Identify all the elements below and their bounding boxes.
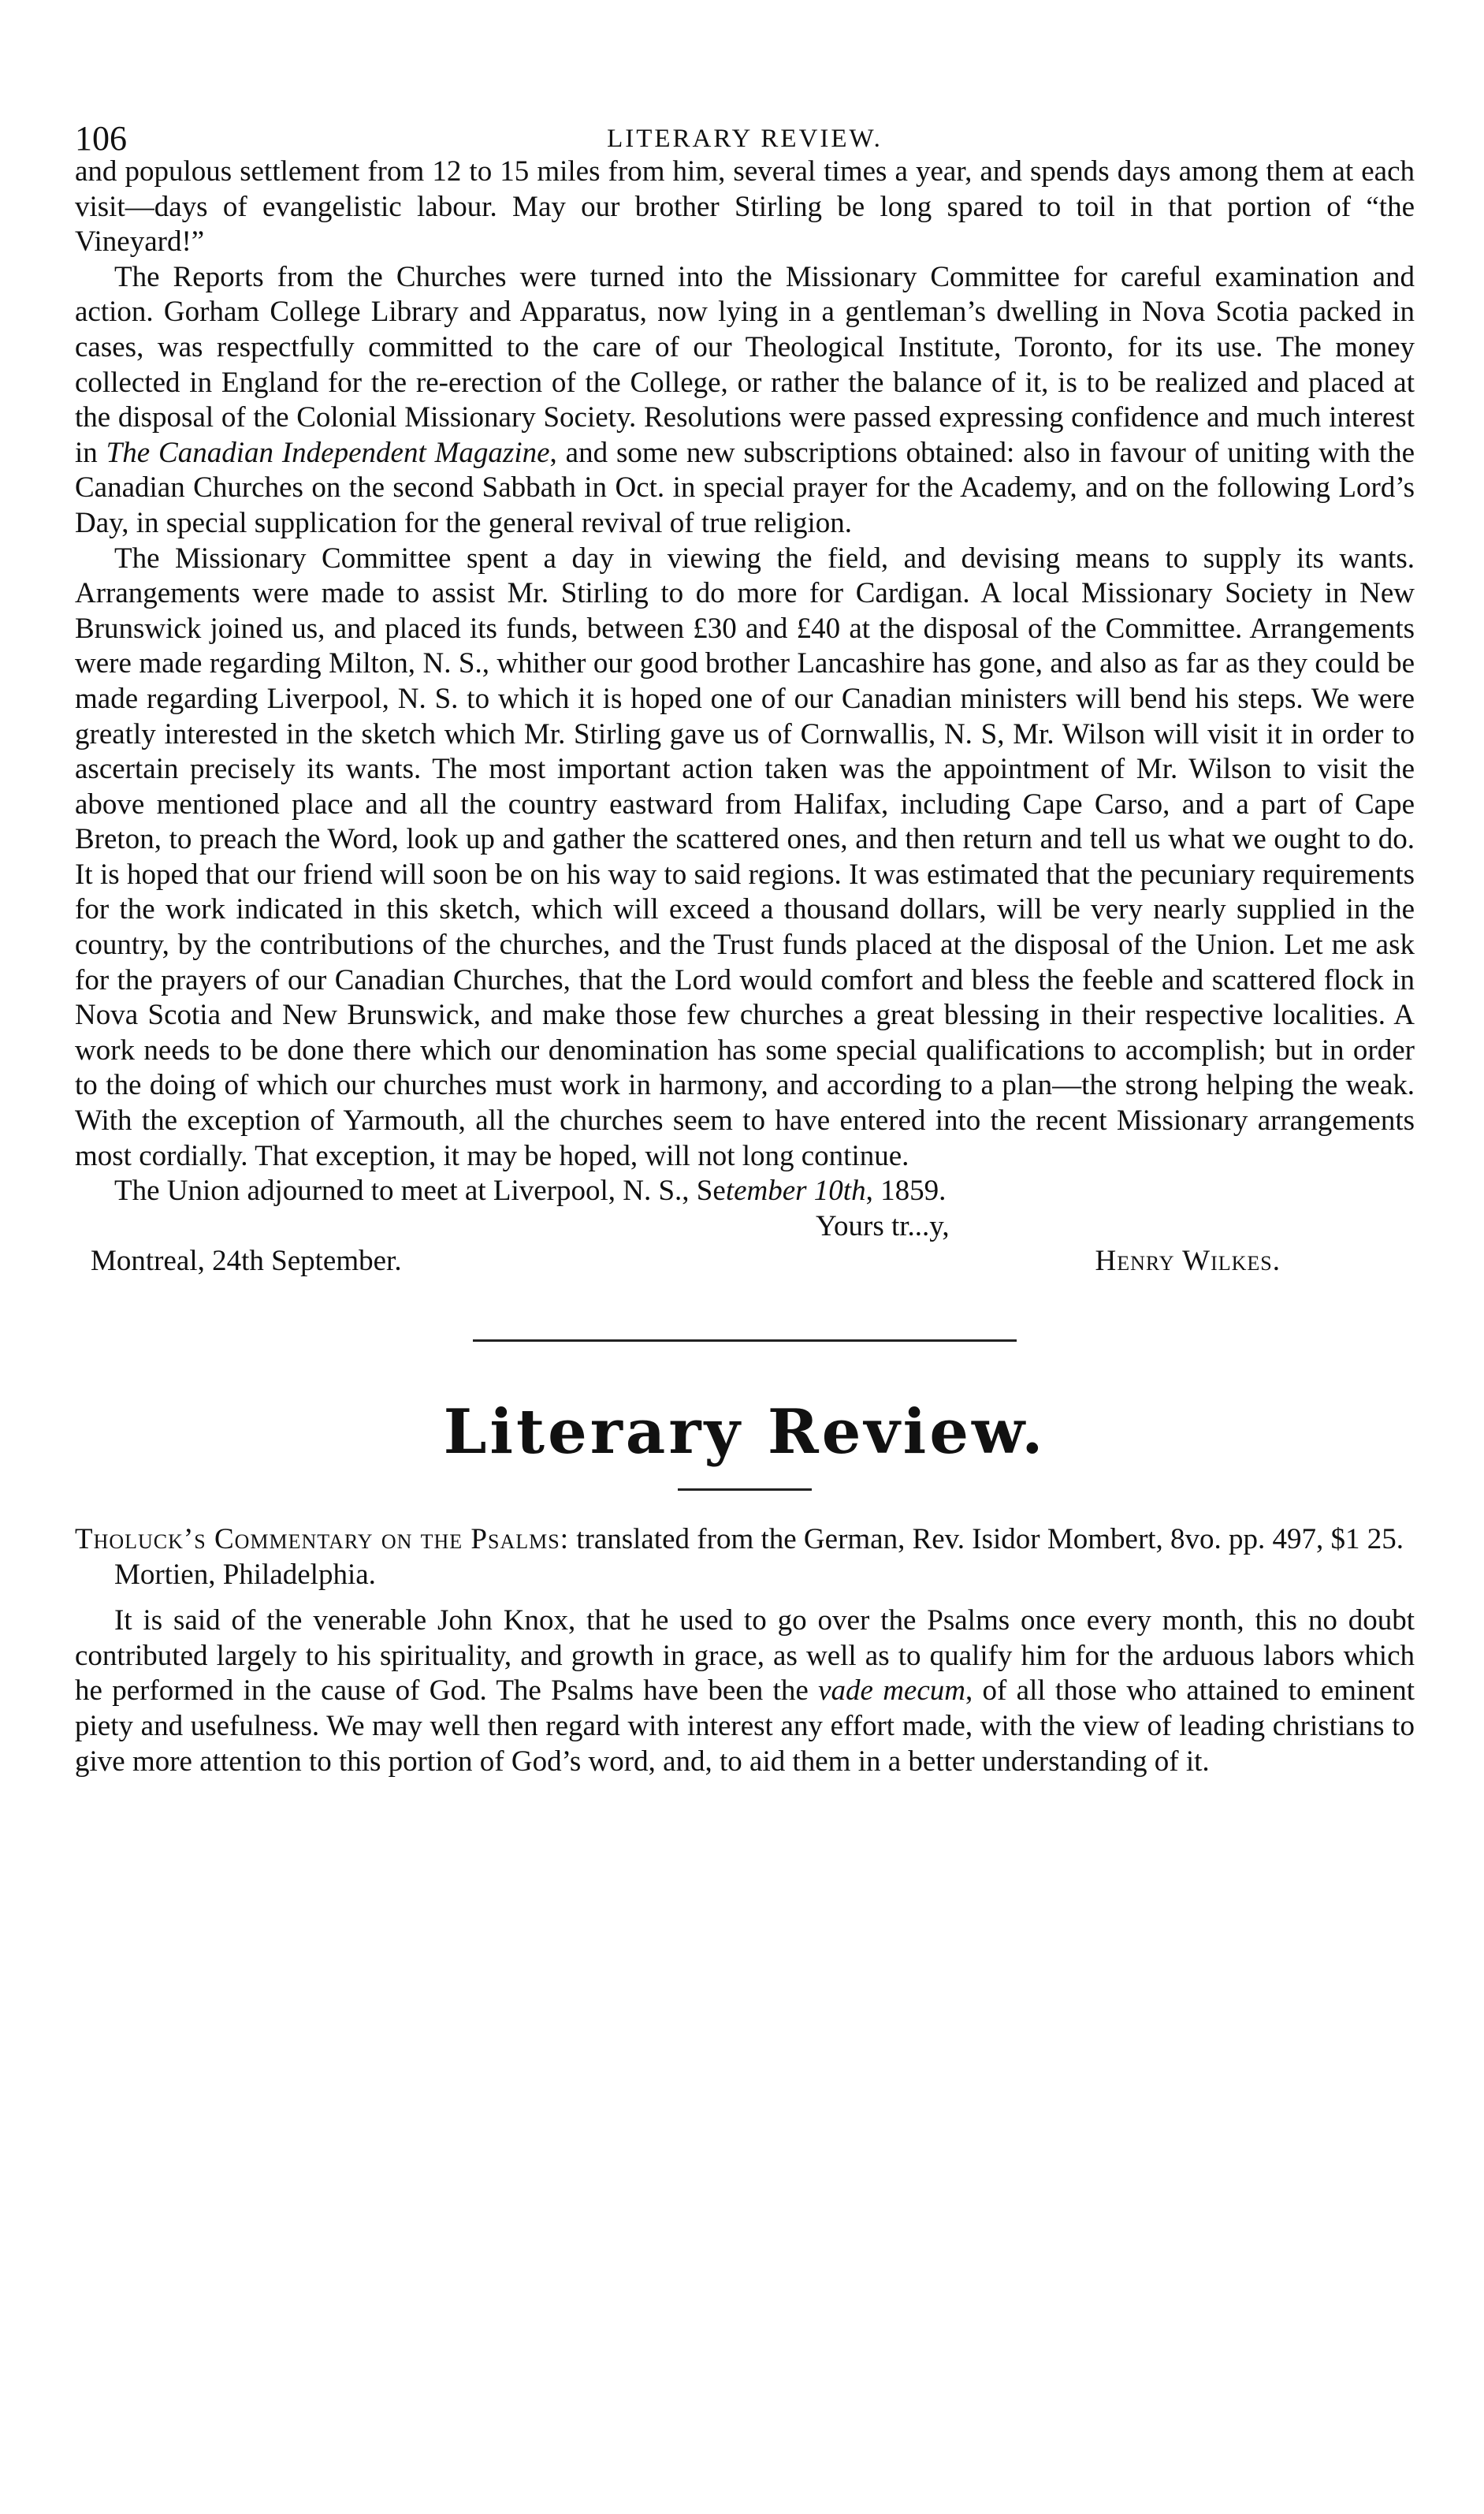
letter-continuation — [75, 155, 1415, 1279]
book-details: translated from the German, Rev. Isidor Mombert, 8vo. pp. 497, $1 25. Mortien, Philadelphia. — [114, 1523, 1404, 1591]
review-text-a: It is said of the venerable John Knox, that he used to go over the Psalms once every month, this no doubt contributed largely to his spirituality, and growth in grace, as well as to qualify him for the arduous labors which he performed in the cause of God. The Psalms have been the — [75, 1604, 1415, 1708]
adjournment-date-italic: tember 10th — [725, 1175, 866, 1208]
review-book-heading — [75, 1522, 1415, 1592]
running-head: LITERARY REVIEW. — [607, 125, 883, 153]
review-text-b: , of all those who attained to eminent piety and usefulness. We may well then regard with interest any effort made, with the view of leading christians to give more attention to this portion of God’s word, and, to aid them in a better understanding of it. — [75, 1674, 1415, 1778]
signature-row — [75, 1244, 1415, 1279]
section-divider — [473, 1339, 1017, 1342]
review-paragraph-1 — [75, 1603, 1415, 1779]
book-page — [75, 102, 1415, 1779]
page-number: 106 — [75, 119, 127, 158]
vade-mecum-italic: vade mecum — [818, 1674, 965, 1708]
letter-paragraph-1: and populous settlement from 12 to 15 miles from him, several times a year, and spends days among them at each visit—days of evangelistic labour. May our brother Stirling be long spared to toil in that portion of “the Vineyard!” — [75, 155, 1415, 259]
adjournment-text-b: , 1859. — [865, 1175, 947, 1208]
letter-paragraph-2-text-a: The Reports from the Churches were turned into the Missionary Committee for careful examination and action. Gorham College Library and Apparatus, now lying in a gentleman’s dwelling in Nova Scotia packed in cases, was respectfully committed to the care of our Theological Institute, Toronto, for its use. The money collected in England for the re-erection of the College, or rather the balance of it, is to be realized and placed at the disposal of the Colonial Missionary Society. Resolutions were passed expressing confidence and much interest in — [75, 260, 1415, 469]
signature: Henry Wilkes. — [1095, 1245, 1281, 1278]
section-title: Literary Review. — [443, 1396, 1047, 1468]
adjournment-line — [75, 1174, 1415, 1209]
place-date: Montreal, 24th September. — [91, 1245, 402, 1278]
title-underline — [678, 1488, 812, 1491]
adjournment-text-a: The Union adjourned to meet at Liverpool, N. S., Se — [114, 1175, 726, 1208]
valediction: Yours tr...y, — [816, 1209, 950, 1242]
page-header — [75, 102, 1415, 158]
letter-paragraph-3: The Missionary Committee spent a day in viewing the field, and devising means to supply its wants. Arrangements were made to assist Mr. Stirling to do more for Cardigan. A local Missionary Society in New Brunswick joined us, and placed its funds, between £30 and £40 at the disposal of the Committee. Arrangements were made regarding Milton, N. S., whither our good brother Lancashire has gone, and also as far as they could be made regarding Liverpool, N. S. to which it is hoped one of our Canadian ministers will bend his steps. We were greatly interested in the sketch which Mr. Stirling gave us of Cornwallis, N. S, Mr. Wilson will visit it in order to ascertain precisely its wants. The most important action taken was the appointment of Mr. Wilson to visit the above mentioned place and all the country eastward from Halifax, including Cape Carso, and a part of Cape Breton, to preach the Word, look up and gather the scattered ones, and then return and tell us what we ought to do. It is hoped that our friend will soon be on his way to said regions. It was estimated that the pecuniary requirements for the work indicated in this sketch, which will exceed a thousand dollars, will be very nearly supplied in the country, by the contributions of the churches, and the Trust funds placed at the disposal of the Union. Let me ask for the prayers of our Canadian Churches, that the Lord would comfort and bless the feeble and scattered flock in Nova Scotia and New Brunswick, and make those few churches a great blessing in their respective localities. A work needs to be done there which our denomination has some special qualifications to accomplish; but in order to the doing of which our churches must work in harmony, and according to a plan—the strong helping the weak. With the exception of Yarmouth, all the churches seem to have entered into the recent Missionary arrangements most cordially. That exception, it may be hoped, will not long continue. — [75, 542, 1415, 1172]
letter-closing — [75, 1174, 1415, 1279]
magazine-title: The Canadian Independent Magazine — [106, 436, 550, 469]
book-title: Tholuck’s Commentary on the Psalms: — [75, 1523, 569, 1555]
literary-review-section — [75, 1522, 1415, 1779]
letter-paragraph-2 — [75, 260, 1415, 542]
letter-paragraph-2-text-b: , and some new subscriptions obtained: also in favour of uniting with the Canadian Churches on the second Sabbath in Oct. in special prayer for the Academy, and on the following Lord’s Day, in special supplication for the general revival of true religion. — [75, 436, 1415, 539]
